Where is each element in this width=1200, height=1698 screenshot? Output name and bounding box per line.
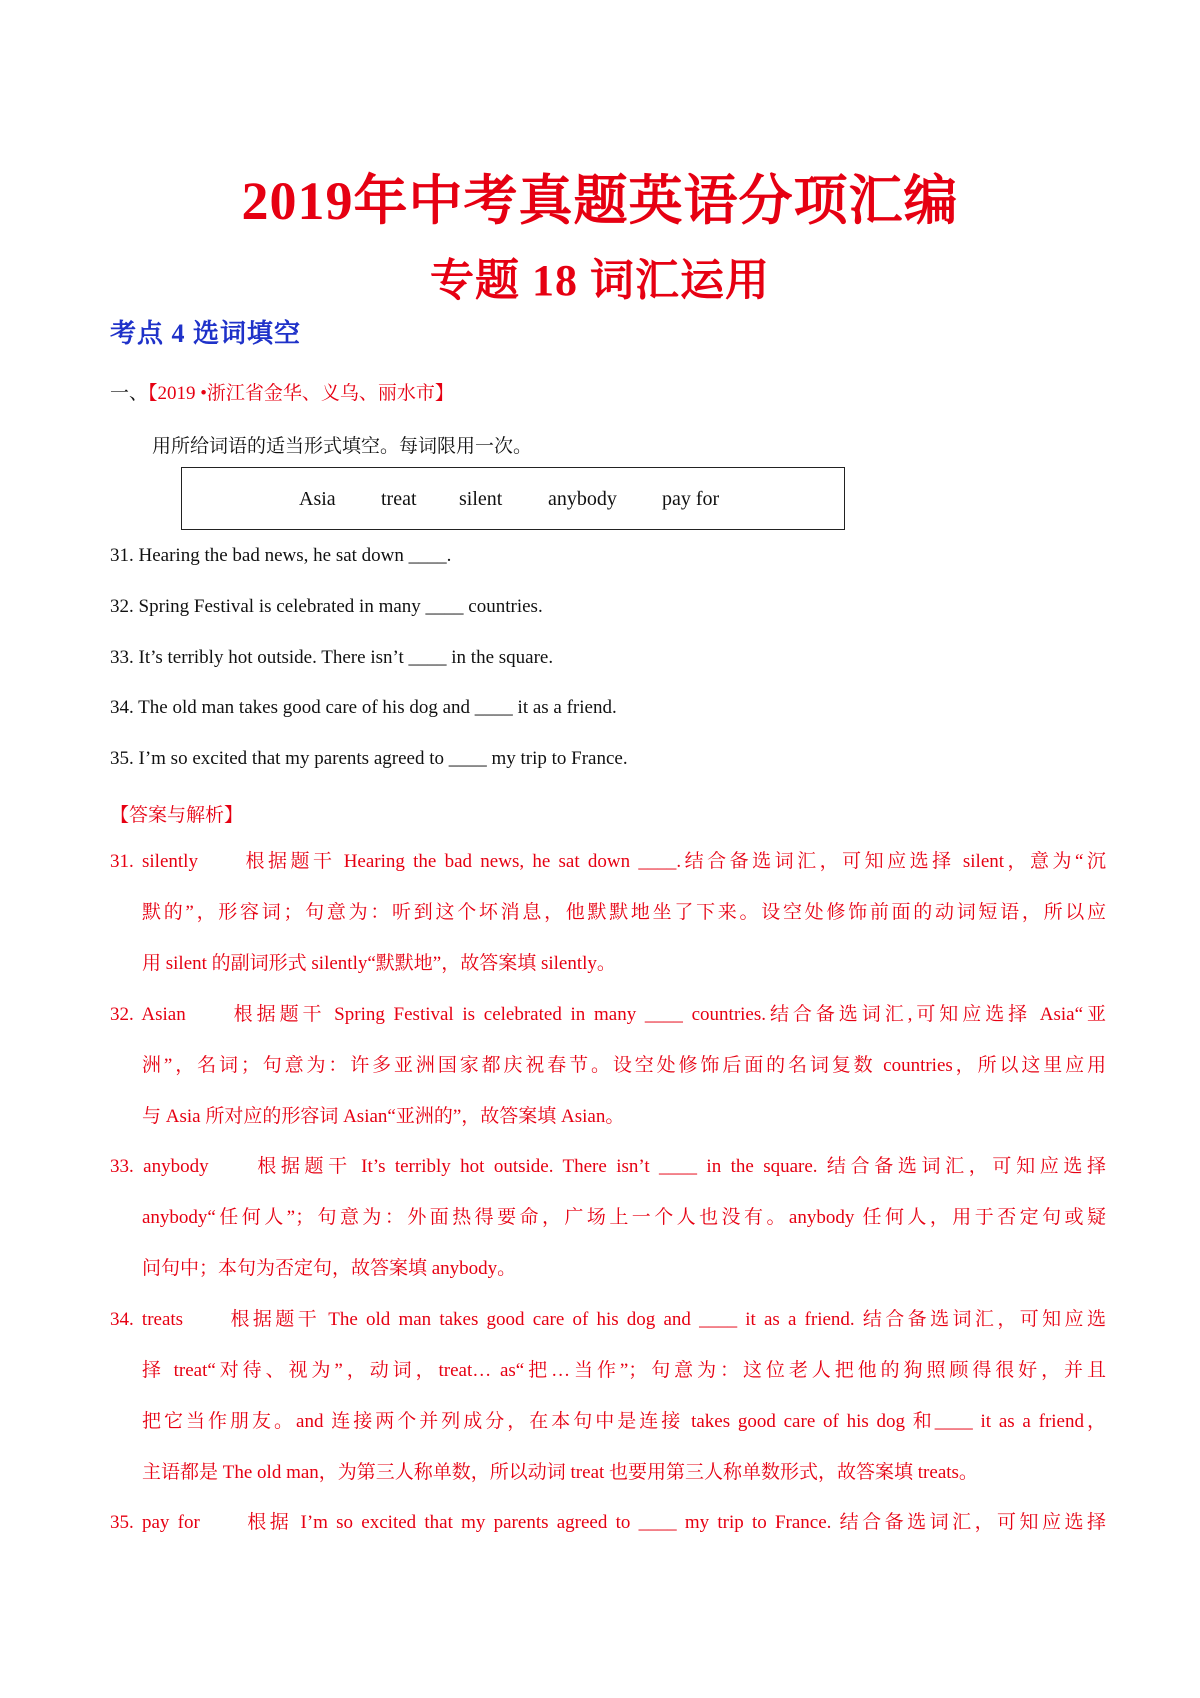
- answer-31: [110, 836, 1106, 989]
- answer-text: 根据题干 Hearing the bad news, he sat down ____.结合备选词汇，可知应选择 silent，意为“沉: [241, 851, 1106, 872]
- exercise-source: [110, 378, 454, 405]
- answer-text: 根据 I’m so excited that my parents agreed to ____ my trip to France. 结合备选词汇，可知应选择: [243, 1512, 1106, 1533]
- answer-text: 根据题干 It’s terribly hot outside. There isn’t ____ in the square. 结合备选词汇，可知应选择: [252, 1156, 1106, 1177]
- answer-text: 洲”，名词；句意为：许多亚洲国家都庆祝春节。设空处修饰后面的名词复数 countries，所以这里应用: [142, 1055, 1106, 1076]
- answer-text: 根据题干 The old man takes good care of his dog and ____ it as a friend. 结合备选词汇，可知应选: [227, 1309, 1106, 1330]
- answer-text: 择 treat“对待、视为”，动词，treat… as“把…当作”；句意为：这位老人把他的狗照顾得很好，并且: [142, 1360, 1106, 1381]
- exercise-number: 一、: [110, 383, 149, 404]
- answer-text: anybody“任何人”；句意为：外面热得要命，广场上一个人也没有。anybody 任何人，用于否定句或疑: [142, 1207, 1106, 1228]
- answer-32: [110, 989, 1106, 1142]
- answer-text: 用 silent 的副词形式 silently“默默地”，故答案填 silently。: [142, 953, 616, 974]
- question-31: 31. Hearing the bad news, he sat down ____.: [110, 545, 452, 566]
- word-bank-box: [181, 467, 845, 530]
- answer-text: 与 Asia 所对应的形容词 Asian“亚洲的”，故答案填 Asian。: [142, 1106, 625, 1127]
- answer-text: 问句中；本句为否定句，故答案填 anybody。: [142, 1258, 517, 1279]
- answer-number: 35. pay for: [110, 1512, 200, 1533]
- answer-34: [110, 1294, 1106, 1498]
- exercise-instruction: 用所给词语的适当形式填空。每词限用一次。: [152, 436, 533, 457]
- word-bank-item: pay for: [662, 488, 720, 510]
- answer-number: 33. anybody: [110, 1156, 209, 1177]
- question-32: 32. Spring Festival is celebrated in many ____ countries.: [110, 596, 543, 617]
- word-bank-item: anybody: [548, 488, 617, 510]
- answer-33: [110, 1141, 1106, 1294]
- page-title: 2019年中考真题英语分项汇编: [241, 171, 959, 231]
- question-35: 35. I’m so excited that my parents agreed to ____ my trip to France.: [110, 748, 628, 769]
- question-33: 33. It’s terribly hot outside. There isn’t ____ in the square.: [110, 647, 554, 668]
- answer-text: 默的”，形容词；句意为：听到这个坏消息，他默默地坐了下来。设空处修饰前面的动词短语，所以应: [142, 902, 1106, 923]
- word-bank-item: Asia: [299, 488, 336, 510]
- answer-text: 根据题干 Spring Festival is celebrated in many ____ countries.结合备选词汇,可知应选择 Asia“亚: [229, 1004, 1106, 1025]
- answer-number: 32. Asian: [110, 1004, 186, 1025]
- section-heading: 考点 4 选词填空: [110, 319, 302, 348]
- answer-35: [110, 1497, 1106, 1548]
- answers-heading: 【答案与解析】: [110, 805, 244, 826]
- word-bank-item: silent: [459, 488, 503, 510]
- question-34: 34. The old man takes good care of his dog and ____ it as a friend.: [110, 697, 617, 718]
- exercise-source-label: 【2019 •浙江省金华、义乌、丽水市】: [148, 383, 454, 404]
- answer-text: 主语都是 The old man，为第三人称单数，所以动词 treat 也要用第三人称单数形式，故答案填 treats。: [142, 1462, 978, 1483]
- word-bank-item: treat: [381, 488, 417, 510]
- page-subtitle: 专题 18 词汇运用: [430, 256, 770, 305]
- answer-text: 把它当作朋友。and 连接两个并列成分，在本句中是连接 takes good care of his dog 和____ it as a friend，: [142, 1411, 1106, 1432]
- answer-number: 31. silently: [110, 851, 198, 872]
- answer-number: 34. treats: [110, 1309, 184, 1330]
